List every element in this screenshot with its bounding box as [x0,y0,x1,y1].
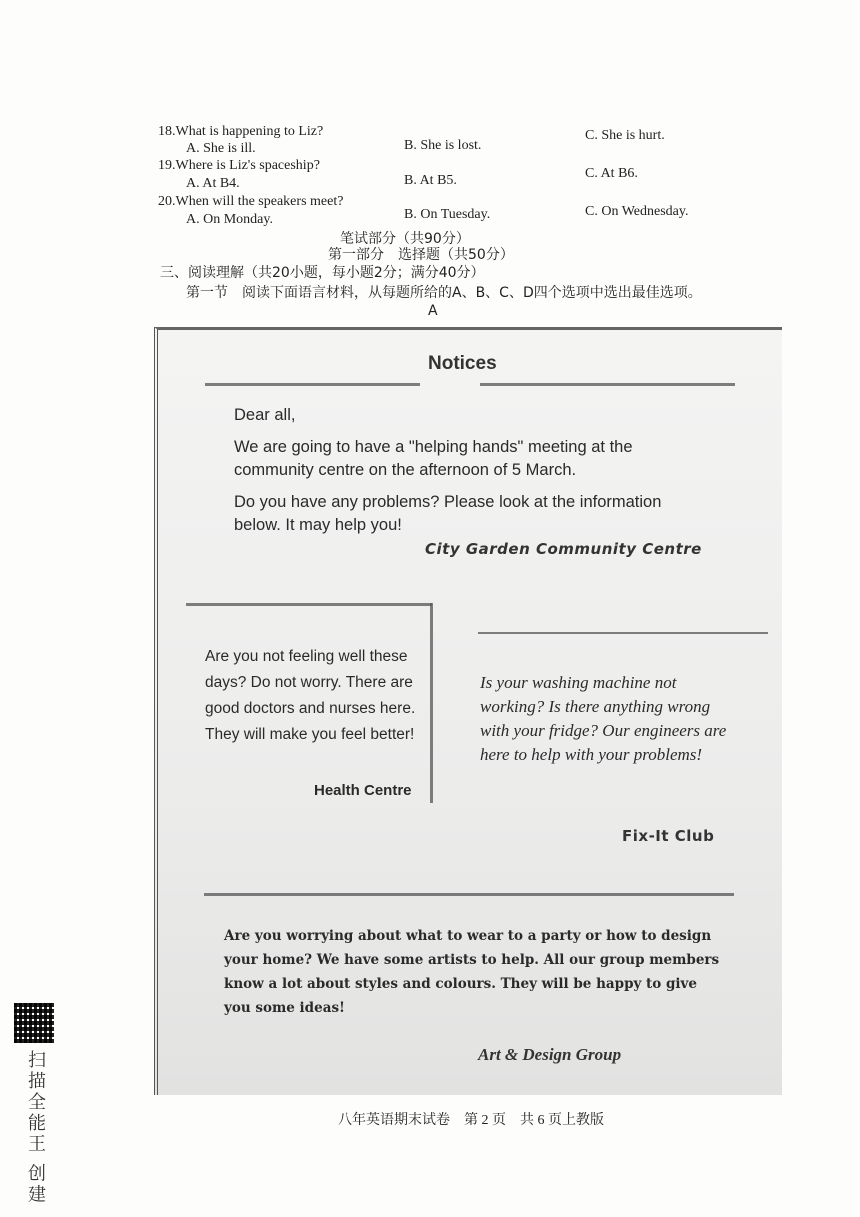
health-centre-text: Are you not feeling well these days? Do not worry. There are good doctors and nurses here. They will make you feel better! [205,648,416,743]
reading-section-heading: 三、阅读理解（共20小题，每小题2分；满分40分） [160,265,485,281]
divider [186,603,432,606]
fix-it-club-text: Is your washing machine not working? Is there anything wrong with your fridge? Our engineers are here to help with your problems! [480,673,727,764]
question-20: 20.When will the speakers meet? [158,194,344,209]
notice-paragraph-1: We are going to have a "helping hands" meeting at the community centre on the afternoon of 5 March. [234,438,633,479]
art-design-signature: Art & Design Group [478,1045,622,1064]
q18-option-c: C. She is hurt. [585,128,665,143]
question-18: 18.What is happening to Liz? [158,124,324,139]
art-design-text: Are you worrying about what to wear to a party or how to design your home? We have some artists to help. All our group members know a lot about styles and colours. They will be happy to give you some ideas! [224,928,720,1016]
passage-label: A [428,303,438,319]
divider [430,603,433,803]
question-19: 19.Where is Liz's spaceship? [158,158,320,173]
q20-option-b: B. On Tuesday. [404,207,491,222]
scanner-watermark: 扫描全能王 创建 [25,1050,46,1206]
q19-option-b: B. At B5. [404,173,457,188]
health-centre-signature: Health Centre [314,782,412,799]
community-centre-signature: City Garden Community Centre [425,540,702,558]
divider [480,383,735,386]
notice-paragraph-2: Do you have any problems? Please look at the information below. It may help you! [234,493,662,534]
q20-option-a: A. On Monday. [186,212,273,227]
divider [205,383,420,386]
fix-it-club-signature: Fix-It Club [622,827,715,845]
part-one-heading: 第一部分 选择题（共50分） [328,247,514,263]
q18-option-a: A. She is ill. [186,141,256,156]
notice-greeting: Dear all, [234,406,296,424]
written-part-heading: 笔试部分（共90分） [340,231,470,247]
page-footer: 八年英语期末试卷 第 2 页 共 6 页上教版 [338,1113,604,1128]
q18-option-b: B. She is lost. [404,138,482,153]
divider [478,632,768,634]
qr-code-icon [14,1003,54,1043]
q19-option-c: C. At B6. [585,166,638,181]
instruction-text: 第一节 阅读下面语言材料，从每题所给的A、B、C、D四个选项中选出最佳选项。 [186,285,702,301]
q20-option-c: C. On Wednesday. [585,204,689,219]
divider [204,893,734,896]
notice-title: Notices [428,353,497,374]
q19-option-a: A. At B4. [186,176,240,191]
